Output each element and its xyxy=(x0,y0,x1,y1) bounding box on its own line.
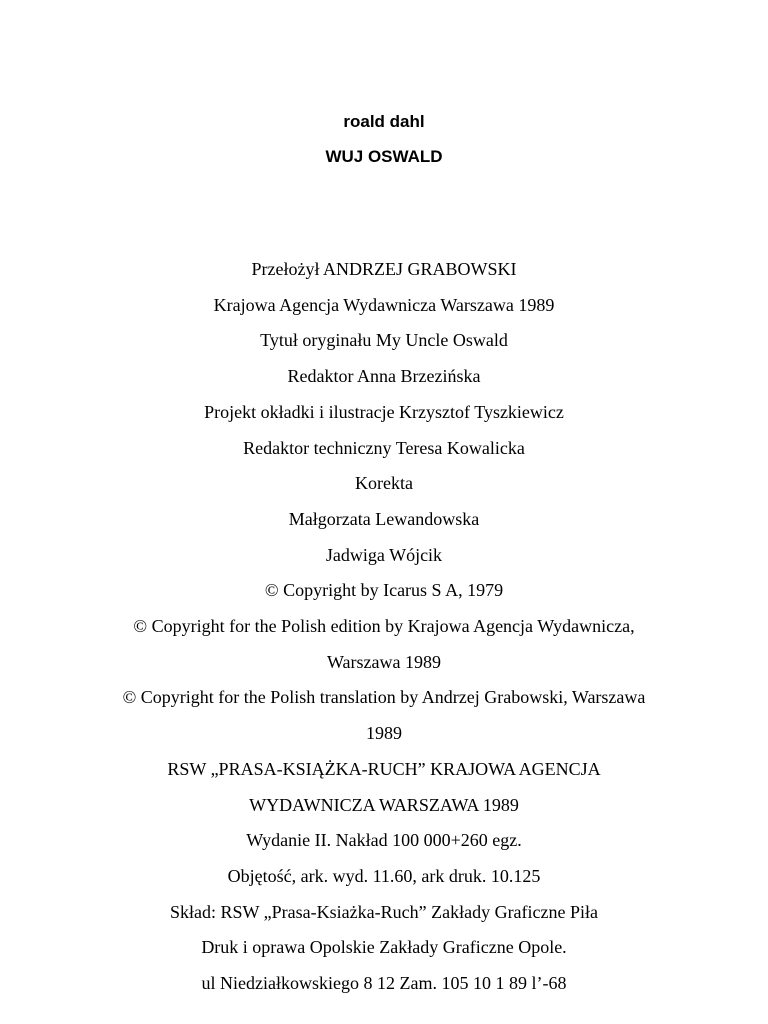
credit-line: Jadwiga Wójcik xyxy=(325,544,443,565)
credit-line: Warszawa 1989 xyxy=(326,651,441,672)
credit-line: Redaktor Anna Brzezińska xyxy=(287,366,481,387)
credit-line: Małgorzata Lewandowska xyxy=(288,508,480,529)
credits-block xyxy=(60,252,708,1002)
credit-line: Przełożył ANDRZEJ GRABOWSKI xyxy=(251,259,517,279)
credit-line: ul Niedziałkowskiego 8 12 Zam. 105 10 1 89 l’-68 xyxy=(201,973,567,994)
book-title: WUJ OSWALD xyxy=(325,147,443,166)
credit-line: © Copyright for the Polish edition by Krajowa Agencja Wydawnicza, xyxy=(133,616,635,637)
credit-line: RSW „PRASA-KSIĄŻKA-RUCH” KRAJOWA AGENCJA xyxy=(167,758,601,779)
credit-line: © Copyright for the Polish translation by Andrzej Grabowski, Warszawa xyxy=(122,687,646,708)
credit-line: Krajowa Agencja Wydawnicza Warszawa 1989 xyxy=(213,294,555,315)
credit-line: Redaktor techniczny Teresa Kowalicka xyxy=(243,437,525,458)
credit-line: Wydanie II. Nakład 100 000+260 egz. xyxy=(246,830,522,851)
credit-line: 1989 xyxy=(366,723,402,744)
credit-line: Projekt okładki i ilustracje Krzysztof Tyszkiewicz xyxy=(204,401,564,422)
credit-line: Objętość, ark. wyd. 11.60, ark druk. 10.125 xyxy=(227,865,541,886)
credit-line: WYDAWNICZA WARSZAWA 1989 xyxy=(249,794,519,815)
credit-line: © Copyright by Icarus S A, 1979 xyxy=(264,580,504,601)
credit-line: Druk i oprawa Opolskie Zakłady Graficzne Opole. xyxy=(201,937,567,958)
credit-line: Korekta xyxy=(355,473,413,494)
credit-line: Skład: RSW „Prasa-Ksiażka-Ruch” Zakłady Graficzne Piła xyxy=(169,901,599,922)
credit-line: Tytuł oryginału My Uncle Oswald xyxy=(260,330,508,351)
author-name: roald dahl xyxy=(343,112,425,131)
